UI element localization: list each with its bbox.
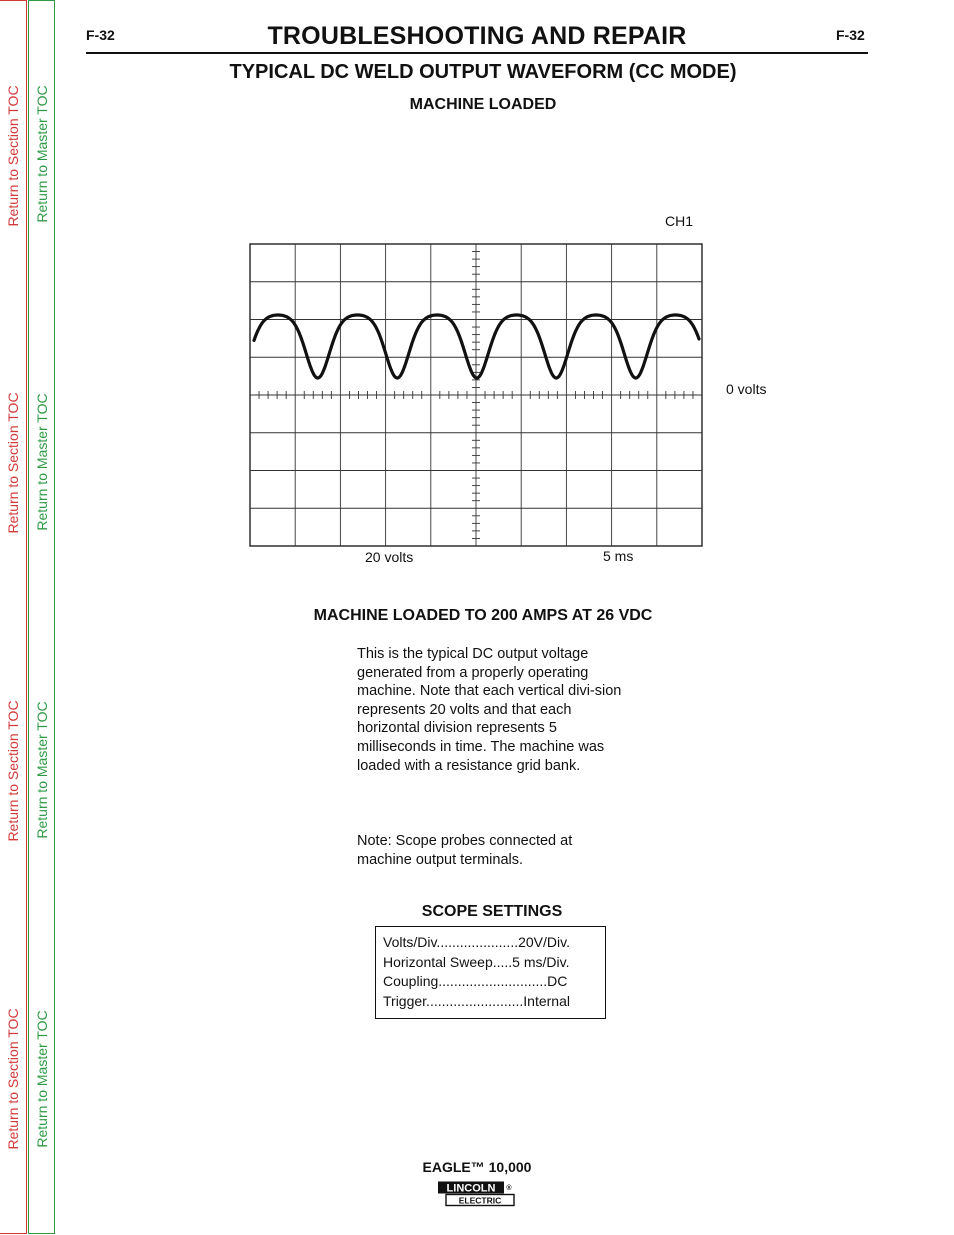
channel-label: CH1	[665, 213, 694, 229]
return-to-master-toc-link[interactable]: Return to Master TOC	[33, 701, 50, 839]
page-number-right: F-32	[836, 27, 865, 43]
return-to-master-toc-link[interactable]: Return to Master TOC	[33, 393, 50, 531]
lincoln-electric-logo	[437, 1180, 517, 1208]
figure-subtitle: MACHINE LOADED	[409, 96, 557, 113]
return-to-section-toc-link[interactable]: Return to Section TOC	[5, 392, 21, 534]
figure-title: TYPICAL DC WELD OUTPUT WAVEFORM (CC MODE)	[229, 61, 737, 83]
svg-text:®: ®	[506, 1185, 512, 1192]
setting-horizontal-sweep: Horizontal Sweep.....5 ms/Div.	[383, 953, 570, 970]
setting-volts-div: Volts/Div.....................20V/Div.	[383, 934, 570, 950]
load-condition-heading: MACHINE LOADED TO 200 AMPS AT 26 VDC	[313, 607, 653, 624]
return-to-section-toc-link[interactable]: Return to Section TOC	[5, 85, 21, 227]
return-to-section-toc-link[interactable]: Return to Section TOC	[5, 700, 21, 842]
return-to-section-toc-link[interactable]: Return to Section TOC	[5, 1008, 21, 1150]
svg-text:LINCOLN: LINCOLN	[446, 1182, 496, 1195]
section-title: TROUBLESHOOTING AND REPAIR	[267, 22, 687, 50]
zero-volts-label: 0 volts	[726, 381, 767, 397]
svg-text:ELECTRIC: ELECTRIC	[458, 1195, 502, 1206]
return-to-master-toc-link[interactable]: Return to Master TOC	[33, 1010, 50, 1148]
page-number-left: F-32	[86, 27, 115, 43]
return-to-master-toc-link[interactable]: Return to Master TOC	[33, 85, 50, 223]
volts-per-div-label: 20 volts	[365, 549, 414, 565]
oscilloscope-waveform-figure	[0, 0, 954, 600]
scope-settings-box	[375, 926, 606, 1019]
note-paragraph: Note: Scope probes connected at machine output terminals.	[357, 833, 573, 868]
description-paragraph: This is the typical DC output voltage generated from a properly operating machine. Note that each vertical divi-sion represents 20 volts and that each horizontal division represents 5 milliseconds in time. The machine was loaded with a resistance grid bank.	[357, 646, 622, 774]
product-model: EAGLE™ 10,000	[422, 1159, 532, 1175]
time-per-div-label: 5 ms	[603, 548, 634, 564]
scope-settings-heading: SCOPE SETTINGS	[421, 903, 563, 920]
dc-output-waveform	[254, 315, 699, 378]
setting-coupling: Coupling............................DC	[383, 973, 568, 989]
setting-trigger: Trigger.........................Internal	[383, 992, 570, 1009]
